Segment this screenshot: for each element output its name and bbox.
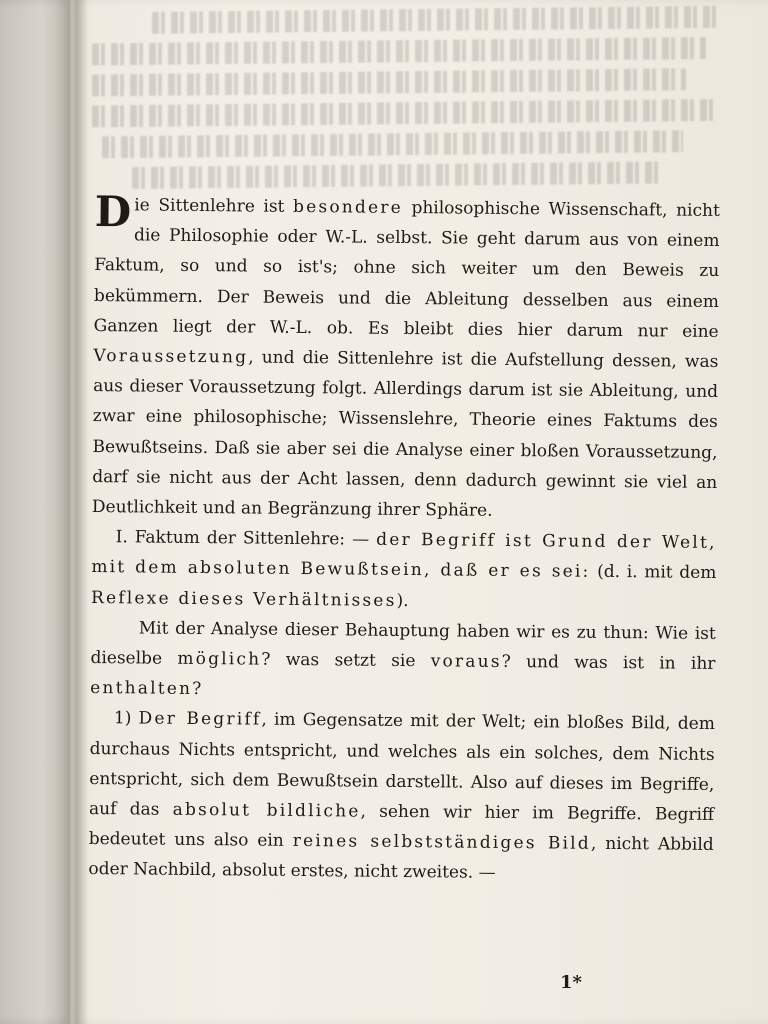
emphasized-text: besondere: [293, 196, 403, 218]
emphasized-text: möglich: [177, 648, 262, 670]
text-run: ?: [192, 679, 202, 700]
text-run: I. Faktum der Sittenlehre: —: [115, 527, 377, 550]
emphasized-text: Reflexe dieses Verhältnisses: [90, 587, 397, 611]
emphasized-text: Der Begriff: [138, 708, 262, 731]
paragraph-1-text: [92, 195, 720, 520]
paragraph-2: [91, 522, 717, 619]
emphasized-text: enthalten: [90, 678, 193, 700]
paragraph-3-text: [90, 618, 716, 699]
drop-cap: D: [94, 187, 132, 237]
text-run: ? und was ist in ihr: [501, 651, 716, 675]
text-run: philosophische Wissenschaft, nicht die Philosophie oder W.-L. selbst. Sie geht darum aus von einem Faktum, so und so ist's; ohne sich weiter um den Beweis zu bekümmern. Der Beweis und die Ableitung desselben aus einem Ganzen liegt der W.-L. ob. Es bleibt dies hier darum nur eine: [93, 197, 720, 342]
paragraph-2-text: [91, 527, 717, 610]
paragraph-1: [91, 187, 720, 528]
left-page-edge: [0, 0, 70, 1024]
text-run: Mit der Analyse dieser Behauptung haben wir es zu thun: Wie ist dieselbe: [90, 618, 716, 669]
paragraph-3: [90, 613, 716, 710]
text-run: ? was setzt sie: [261, 649, 431, 672]
paragraph-4-text: [88, 709, 715, 884]
show-through-text: [92, 0, 752, 193]
page-number: 1*: [560, 972, 582, 993]
emphasized-text: absolut bildliche: [172, 799, 361, 822]
body-text: [88, 187, 720, 891]
text-run: , im Gegensatze mit der Welt; ein bloßes Bild, dem durchaus Nichts entspricht, und welches als ein solches, dem Nichts entspricht, sich dem Bewußtsein darstellt. Also auf dieses im Begriffe, auf das: [88, 710, 715, 820]
text-run: (d. i. mit dem: [590, 562, 717, 584]
text-run: , nicht Abbild oder Nachbild, absolut erstes, nicht zweites. —: [88, 834, 714, 884]
emphasized-text: Voraussetzung: [93, 346, 249, 368]
paragraph-4: [88, 703, 715, 890]
text-run: 1): [113, 708, 139, 729]
text-run: ie Sittenlehre ist: [134, 195, 294, 217]
text-run: ).: [396, 590, 409, 611]
text-run: , sehen wir hier im Begriffe. Begriff bedeutet uns also ein: [88, 801, 715, 852]
emphasized-text: der Begriff ist Grund der Welt, mit dem absoluten Bewußtsein, daß er es sei:: [91, 529, 717, 583]
emphasized-text: reines selbstständiges Bild: [292, 831, 592, 855]
text-run: , und die Sittenlehre ist die Aufstellung dessen, was aus dieser Voraussetzung folgt. Allerdings darum ist sie Ableitung, und zwar eine philosophische; Wissenslehre, Theorie eines Faktums des Bewußtseins. Daß sie aber sei die Analyse einer bloßen Voraussetzung, darf sie nicht aus der Acht lassen, denn dadurch gewinnt sie viel an Deutlichkeit und an Begränzung ihrer Sphäre.: [91, 347, 719, 521]
emphasized-text: voraus: [430, 651, 502, 672]
